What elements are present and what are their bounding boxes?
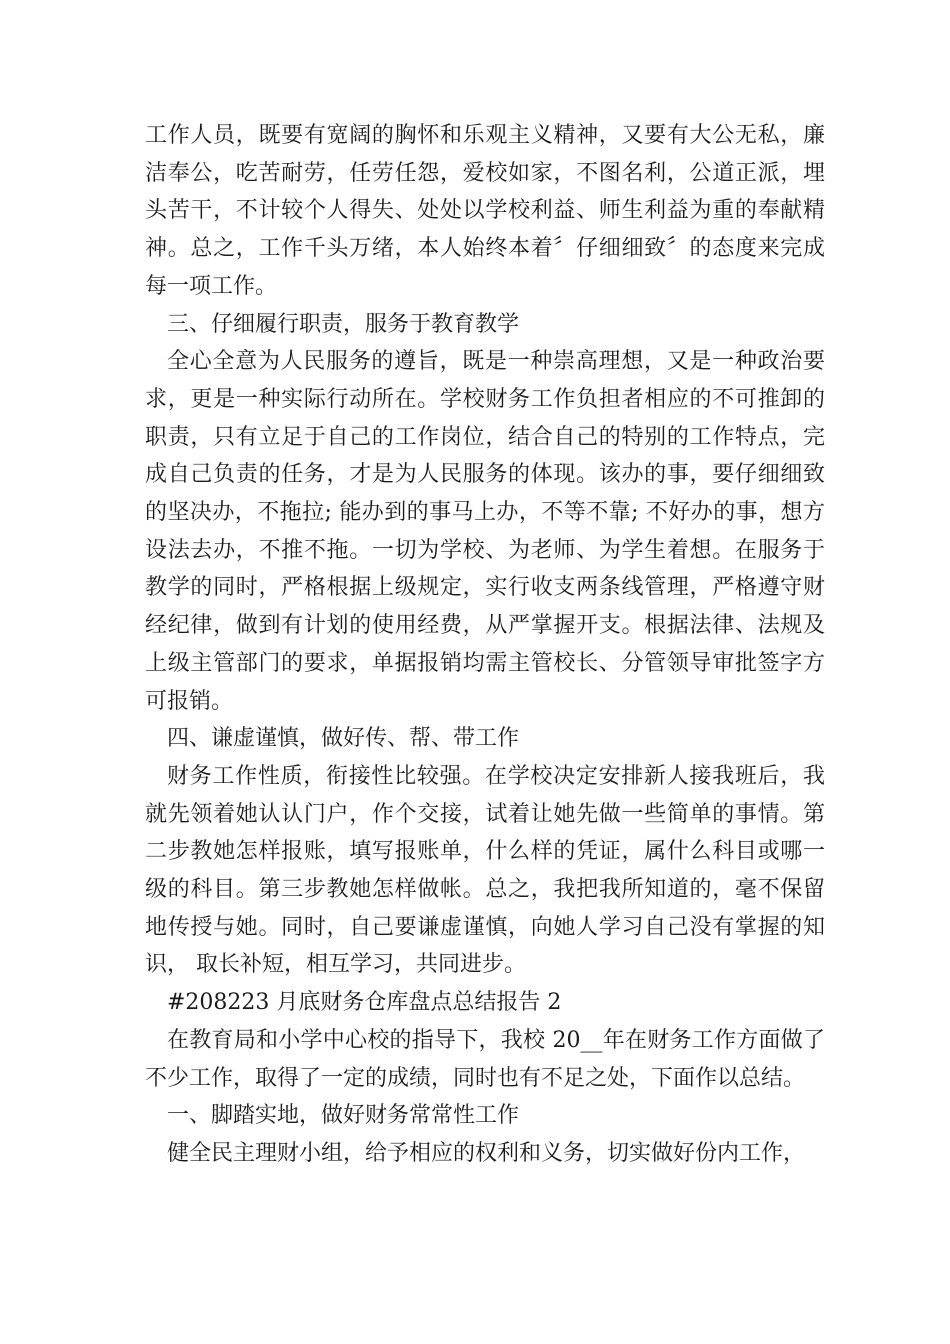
paragraph-finance-group: 健全民主理财小组，给予相应的权利和义务，切实做好份内工作， [167, 1140, 806, 1166]
paragraph-intro: 在教育局和小学中心校的指导下，我校 20__年在财务工作方面做了不少工作，取得了一定的成绩，同时也有不足之处，下面作以总结。 [145, 1027, 825, 1091]
report-title-2: #208223 月底财务仓库盘点总结报告 2 [167, 990, 562, 1016]
section-heading-1: 一、脚踏实地，做好财务常常性工作 [167, 1103, 520, 1129]
paragraph-duties: 全心全意为人民服务的遵旨，既是一种崇高理想，又是一种政治要求，更是一种实际行动所在。学校财务工作负担者相应的不可推卸的职责，只有立足于自己的工作岗位，结合自己的特别的工作特点，完成自己负责的任务，才是为人民服务的体现。该办的事，要仔细细致的坚决办，不拖拉; 能办到的事马上办，不等不靠; 不好办的事，想方设法去办，不推不拖。一切为学校、为老师、为学生着想。在服务于教学的同时，严格根据上级规定，实行收支两条线管理，严格遵守财经纪律，做到有计划的使用经费，从严掌握开支。根据法律、法规及上级主管部门的要求，单据报销均需主管校长、分管领导审批签字方可报销。 [145, 349, 825, 714]
paragraph-dedication: 工作人员，既要有宽阔的胸怀和乐观主义精神，又要有大公无私，廉洁奉公，吃苦耐劳，任劳任怨，爱校如家，不图名利，公道正派，埋头苦干，不计较个人得失、处处以学校利益、师生利益为重的奉献精神。总之，工作千头万绪，本人始终本着〞仔细细致〞的态度来完成每一项工作。 [145, 123, 825, 299]
document-body [145, 117, 825, 1173]
section-heading-4: 四、谦虚谨慎，做好传、帮、带工作 [167, 726, 520, 752]
paragraph-mentoring: 财务工作性质，衔接性比较强。在学校决定安排新人接我班后，我就先领着她认认门户，作个交接，试着让她先做一些简单的事情。第二步教她怎样报账，填写报账单，什么样的凭证，属什么科目或哪一级的科目。第三步教她怎样做帐。总之，我把我所知道的，毫不保留地传授与她。同时，自己要谦虚谨慎，向她人学习自己没有掌握的知识， 取长补短，相互学习，共同进步。 [145, 763, 825, 978]
section-heading-3: 三、仔细履行职责，服务于教育教学 [167, 311, 520, 337]
